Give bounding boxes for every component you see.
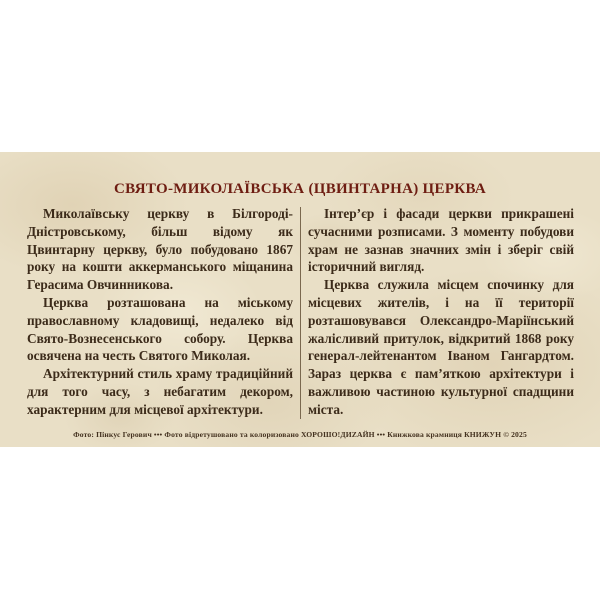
paragraph-right-1: Інтер’єр і фасади церкви прикрашені сучасними розписами. З моменту побудови храм не зазнав значних змін і зберіг свій історичний вигляд. (308, 206, 574, 275)
paragraph-right-2: Церква служила місцем спочинку для місцевих жителів, і на її території розташовувався Олександро-Маріїнський жалісливий притулок, відкритий 1868 року генерал-лейтенантом Іваном Гангардтом. Зараз церква є пам’яткою архітектури і важливою частиною культурної спадщини міста. (308, 277, 574, 417)
paragraph-left-1: Миколаївську церкву в Білгороді-Дністровському, більш відому як Цвинтарну церкву, було побудовано 1867 року на кошти аккерманського міщанина Герасима Овчинникова. (27, 206, 293, 293)
card-title: СВЯТО-МИКОЛАЇВСЬКА (ЦВИНТАРНА) ЦЕРКВА (114, 181, 486, 197)
column-divider (300, 207, 301, 419)
paragraph-left-3: Архітектурний стиль храму традиційний для того часу, з небагатим декором, характерним для місцевої архітектури. (27, 366, 293, 417)
text-columns (0, 198, 600, 419)
postcard-back (0, 152, 600, 447)
credits-line: Фото: Пінкус Герович ••• Фото відретушовано та колоризовано ХОРОШО!ДИZАЙН ••• Книжкова крамниця КНИЖУН © 2025 (73, 430, 527, 439)
left-column (27, 205, 293, 419)
right-column (308, 205, 574, 419)
paragraph-left-2: Церква розташована на міському православному кладовищі, недалеко від Свято-Вознесенського собору. Церква освячена на честь Святого Миколая. (27, 294, 293, 364)
